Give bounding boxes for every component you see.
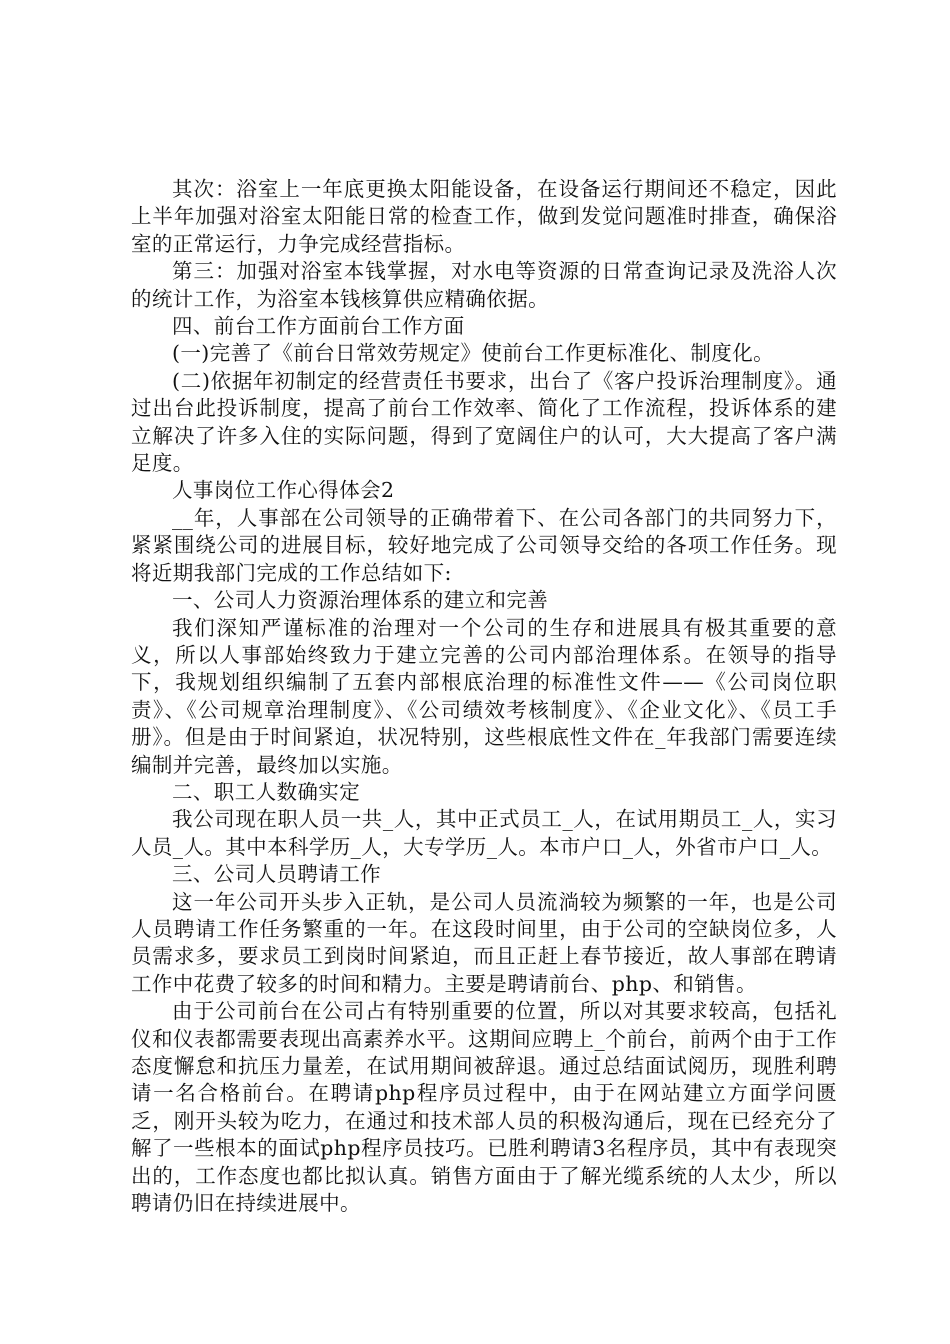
paragraph-hr-intro: __年，人事部在公司领导的正确带着下、在公司各部门的共同努力下，紧紧围绕公司的进展目标，较好地完成了公司领导交给的各项工作任务。现将近期我部门完成的工作总结如下: <box>131 505 837 585</box>
document-subtitle: 人事岗位工作心得体会2 <box>172 478 395 503</box>
document-body <box>131 176 837 1217</box>
section-heading-front-desk: 四、前台工作方面前台工作方面 <box>172 314 465 339</box>
paragraph-bathroom-solar: 其次：浴室上一年底更换太阳能设备，在设备运行期间还不稳定，因此上半年加强对浴室太阳能日常的检查工作，做到发觉问题准时排查，确保浴室的正常运行，力争完成经营指标。 <box>131 177 837 256</box>
paragraph-recruitment-details: 由于公司前台在公司占有特别重要的位置，所以对其要求较高，包括礼仪和仪表都需要表现出高素养水平。这期间应聘上_个前台，前两个由于工作态度懈怠和抗压力量差，在试用期间被辞退。通过总结面试阅历，现胜利聘请一名合格前台。在聘请php程序员过程中，由于在网站建立方面学问匮乏，刚开头较为吃力，在通过和技术部人员的积极沟通后，现在已经充分了解了一些根本的面试php程序员技巧。已胜利聘请3名程序员，其中有表现突出的，工作态度也都比拟认真。销售方面由于了解光缆系统的人太少，所以聘请仍旧在持续进展中。 <box>131 999 837 1216</box>
section-heading-headcount: 二、职工人数确实定 <box>172 779 361 804</box>
paragraph-hr-system: 我们深知严谨标准的治理对一个公司的生存和进展具有极其重要的意义，所以人事部始终致力于建立完善的公司内部治理体系。在领导的指导下，我规划组织编制了五套内部根底治理的标准性文件——《公司岗位职责》、《公司规章治理制度》、《公司绩效考核制度》、《企业文化》、《员工手册》。但是由于时间紧迫，状况特别，这些根底性文件在_年我部门需要连续编制并完善，最终加以实施。 <box>131 615 837 777</box>
section-heading-recruitment: 三、公司人员聘请工作 <box>172 862 381 887</box>
section-heading-hr-system: 一、公司人力资源治理体系的建立和完善 <box>172 588 549 613</box>
paragraph-front-desk-rules: (一)完善了《前台日常效劳规定》使前台工作更标准化、制度化。 <box>172 341 774 366</box>
paragraph-bathroom-cost: 第三：加强对浴室本钱掌握，对水电等资源的日常查询记录及洗浴人次的统计工作，为浴室本钱核算供应精确依据。 <box>131 259 837 311</box>
paragraph-headcount: 我公司现在职人员一共_人，其中正式员工_人，在试用期员工_人，实习人员_人。其中本科学历_人，大专学历_人。本市户口_人，外省市户口_人。 <box>131 807 837 859</box>
paragraph-recruitment: 这一年公司开头步入正轨，是公司人员流淌较为频繁的一年，也是公司人员聘请工作任务繁重的一年。在这段时间里，由于公司的空缺岗位多，人员需求多，要求员工到岗时间紧迫，而且正赶上春节接近，故人事部在聘请工作中花费了较多的时间和精力。主要是聘请前台、php、和销售。 <box>131 889 837 996</box>
paragraph-complaint-system: (二)依据年初制定的经营责任书要求，出台了《客户投诉治理制度》。通过出台此投诉制度，提高了前台工作效率、简化了工作流程，投诉体系的建立解决了许多入住的实际问题，得到了宽阔住户的认可，大大提高了客户满足度。 <box>131 368 837 476</box>
